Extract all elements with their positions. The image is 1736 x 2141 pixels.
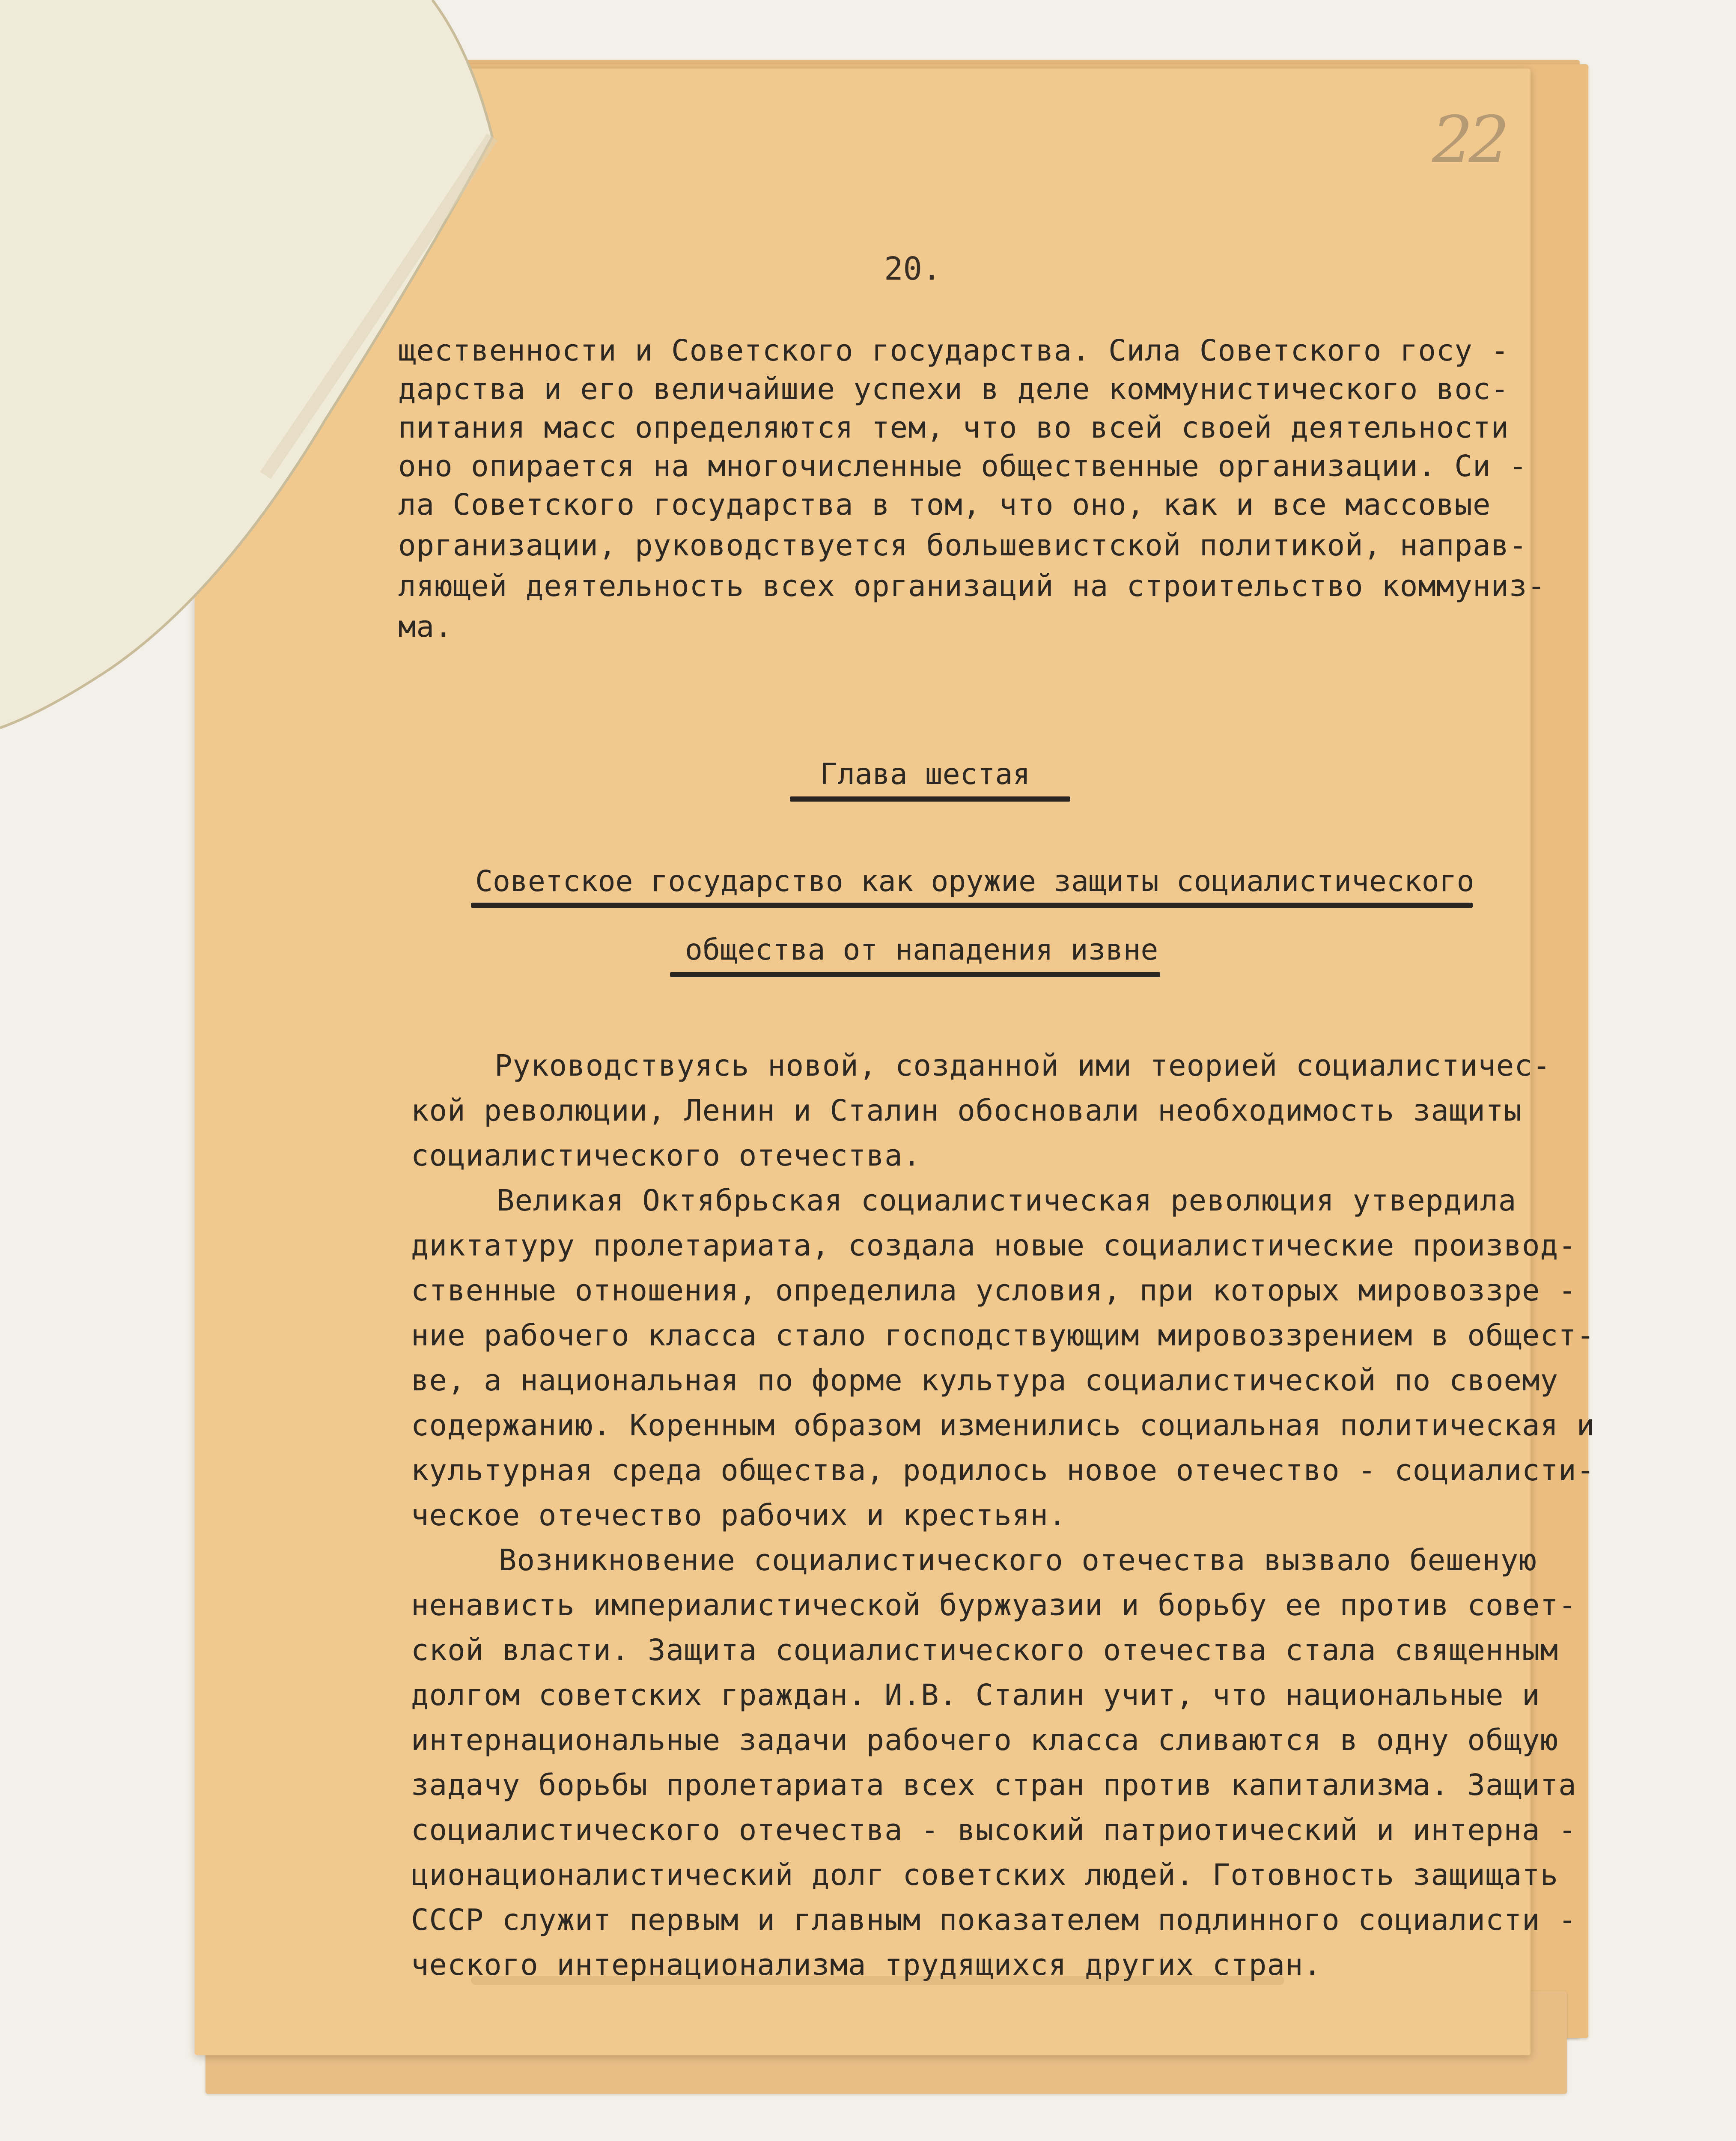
text-line: ла Советского государства в том, что оно, как и все массовые [398,488,1491,522]
text-line: питания масс определяются тем, что во всей своей деятельности [398,411,1510,445]
text-line: социалистического отечества - высокий патриотический и интерна - [411,1813,1577,1847]
text-line: щественности и Советского государства. Сила Советского госу - [398,334,1510,368]
text-line: ляющей деятельность всех организаций на строительство коммуниз- [398,569,1546,603]
text-line: социалистического отечества. [411,1139,921,1173]
text-line: Возникновение социалистического отечества вызвало бешеную [499,1543,1537,1577]
text-line: ве, а национальная по форме культура социалистической по своему [411,1363,1559,1398]
title-underline [670,972,1160,977]
text-line: ческого интернационализма трудящихся других стран. [411,1948,1322,1982]
text-line: ственные отношения, определила условия, при которых мировоззре - [411,1273,1577,1308]
text-line: дарства и его величайшие успехи в деле коммунистического вос- [398,372,1510,406]
text-line: культурная среда общества, родилось новое отечество - социалисти- [411,1453,1595,1488]
text-line: ние рабочего класса стало господствующим мировоззрением в общест- [411,1318,1595,1353]
text-line: диктатуру пролетариата, создала новые социалистические производ- [411,1229,1577,1263]
archive-folio-number: 22 [1432,103,1505,177]
section-title-line-1: Советское государство как оружие защиты социалистического [475,865,1474,898]
text-line: Руководствуясь новой, созданной ими теорией социалистичес- [494,1049,1551,1083]
text-line: задачу борьбы пролетариата всех стран против капитализма. Защита [411,1768,1577,1802]
text-line: содержанию. Коренным образом изменились социальная политическая и [411,1408,1595,1443]
text-line: интернациональные задачи рабочего класса сливаются в одну общую [411,1723,1559,1757]
text-line: ма. [398,610,453,644]
text-line: организации, руководствуется большевистской политикой, направ- [398,528,1528,563]
text-line: кой революции, Ленин и Сталин обосновали необходимость защиты [411,1094,1522,1128]
text-line: оно опирается на многочисленные общественные организации. Си - [398,449,1528,483]
show-through-text [471,1976,1284,1985]
text-line: ческое отечество рабочих и крестьян. [411,1498,1067,1533]
title-underline [471,903,1473,908]
text-line: долгом советских граждан. И.В. Сталин учит, что национальные и [411,1678,1540,1712]
chapter-heading: Глава шестая [820,757,1030,791]
curled-page [0,0,557,814]
text-line: ненависть империалистической буржуазии и борьбу ее против совет- [411,1588,1577,1622]
text-line: ской власти. Защита социалистического отечества стала священным [411,1633,1559,1667]
text-line: ционационалистический долг советских людей. Готовность защищать [411,1858,1559,1892]
page-number: 20. [884,250,941,287]
heading-underline [790,796,1070,802]
text-line: Великая Октябрьская социалистическая революция утвердила [497,1184,1517,1218]
section-title-line-2: общества от нападения извне [685,933,1158,967]
text-line: СССР служит первым и главным показателем подлинного социалисти - [411,1903,1577,1937]
